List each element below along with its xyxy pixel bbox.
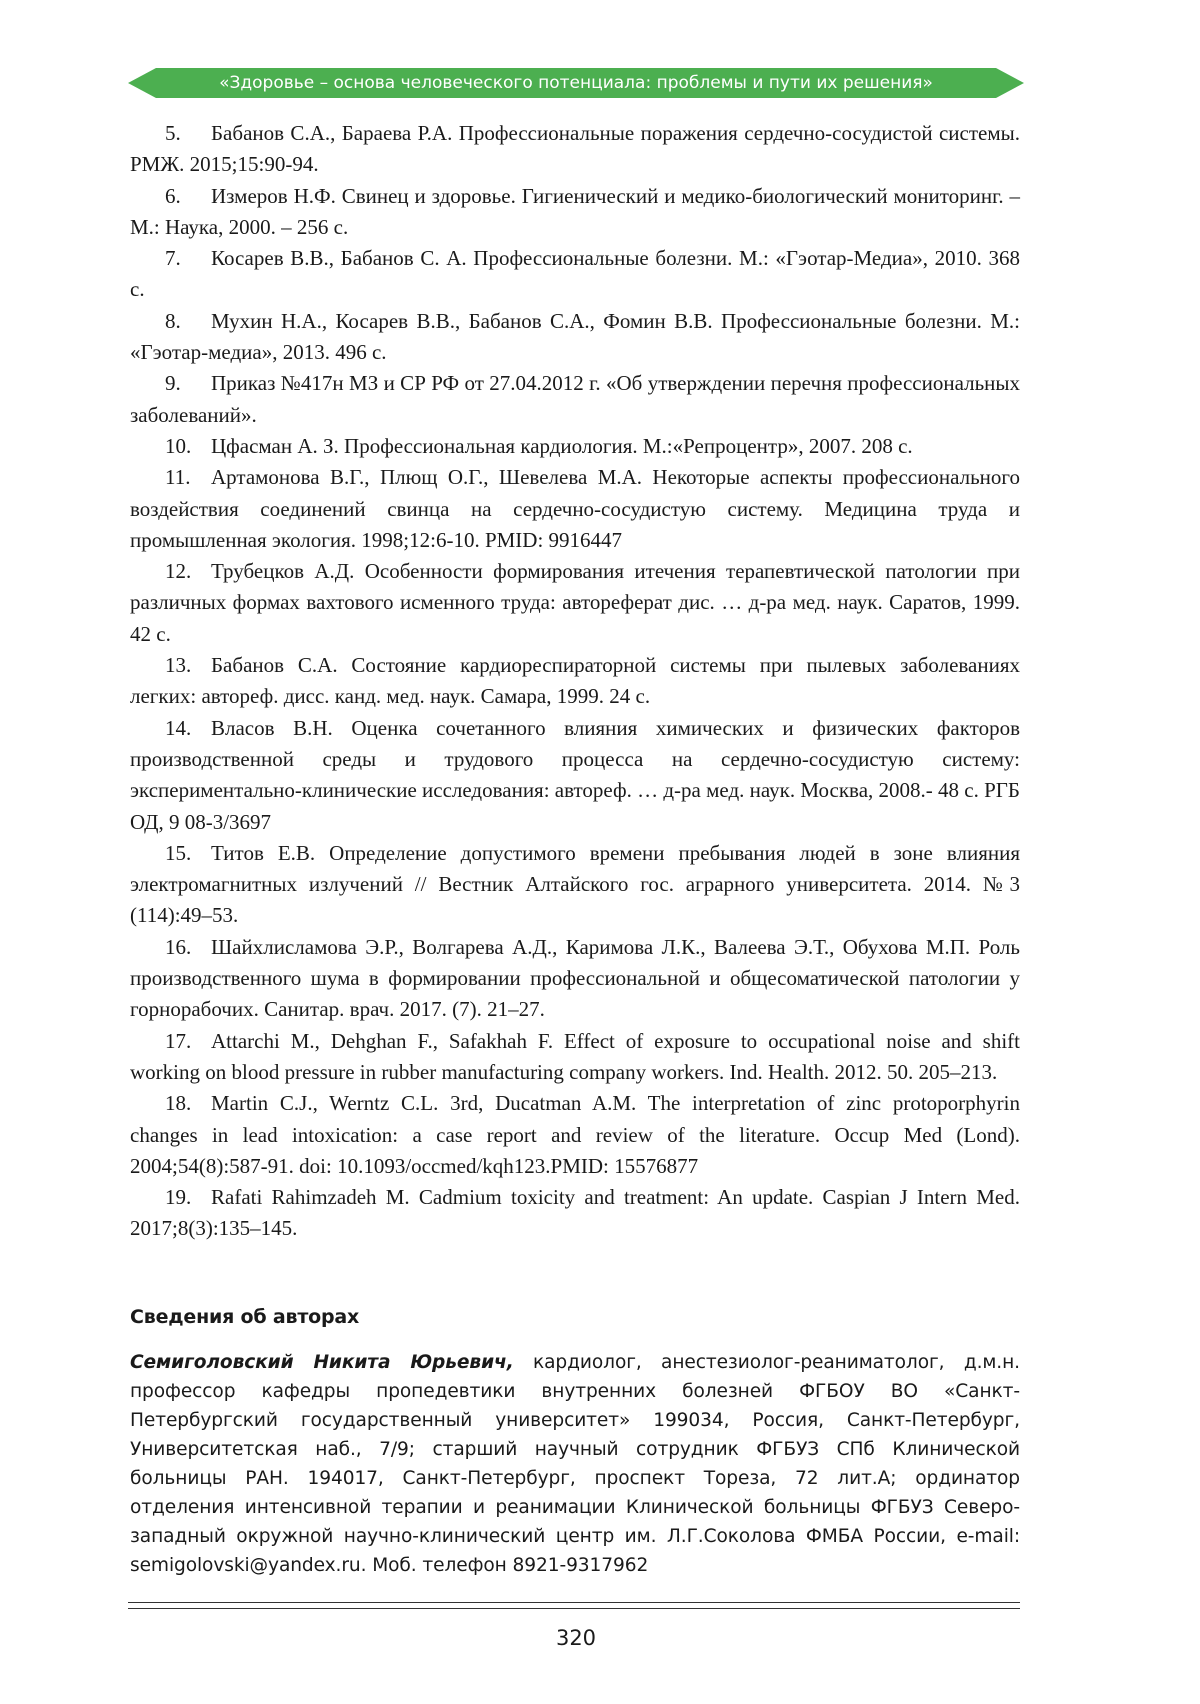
banner-title: «Здоровье – основа человеческого потенциала: проблемы и пути их решения»	[128, 68, 1024, 98]
reference-number: 6.	[165, 181, 211, 212]
reference-item	[130, 650, 1020, 713]
reference-item	[130, 181, 1020, 244]
reference-number: 8.	[165, 306, 211, 337]
reference-text: Attarchi M., Dehghan F., Safakhah F. Effect of exposure to occupational noise and shift working on blood pressure in rubber manufacturing company workers. Ind. Health. 2012. 50. 205–213.	[130, 1029, 1020, 1084]
reference-number: 12.	[165, 556, 211, 587]
reference-text: Измеров Н.Ф. Свинец и здоровье. Гигиенический и медико-биологический мониторинг. – М.: Наука, 2000. – 256 с.	[130, 184, 1020, 239]
reference-text: Цфасман А. З. Профессиональная кардиология. М.:«Репроцентр», 2007. 208 с.	[211, 434, 913, 458]
reference-text: Мухин Н.А., Косарев В.В., Бабанов С.А., Фомин В.В. Профессиональные болезни. М.: «Гэотар-медиа», 2013. 496 с.	[130, 309, 1020, 364]
reference-item	[130, 306, 1020, 369]
reference-number: 19.	[165, 1182, 211, 1213]
reference-number: 17.	[165, 1026, 211, 1057]
reference-item	[130, 368, 1020, 431]
reference-number: 7.	[165, 243, 211, 274]
reference-number: 13.	[165, 650, 211, 681]
reference-item	[130, 431, 1020, 462]
reference-number: 11.	[165, 462, 211, 493]
reference-item	[130, 462, 1020, 556]
reference-item	[130, 556, 1020, 650]
reference-text: Rafati Rahimzadeh M. Cadmium toxicity and treatment: An update. Caspian J Intern Med. 2017;8(3):135–145.	[130, 1185, 1020, 1240]
footer-rule-top	[128, 1602, 1020, 1603]
author-name: Семиголовский Никита Юрьевич,	[130, 1352, 514, 1373]
reference-text: Бабанов С.А., Бараева Р.А. Профессиональные поражения сердечно-сосудистой системы. РМЖ. 2015;15:90-94.	[130, 121, 1020, 176]
reference-number: 16.	[165, 932, 211, 963]
reference-number: 14.	[165, 713, 211, 744]
reference-item	[130, 932, 1020, 1026]
reference-number: 10.	[165, 431, 211, 462]
reference-text: Martin C.J., Werntz C.L. 3rd, Ducatman A.M. The interpretation of zinc protoporphyrin changes in lead intoxication: a case report and review of the literature. Occup Med (Lond). 2004;54(8):587-91. doi: 10.1093/occmed/kqh123.PMID: 15576877	[130, 1091, 1020, 1178]
reference-item	[130, 713, 1020, 838]
reference-text: Артамонова В.Г., Плющ О.Г., Шевелева М.А. Некоторые аспекты профессионального воздействия соединений свинца на сердечно-сосудистую систему. Медицина труда и промышленная экология. 1998;12:6-10. PMID: 9916447	[130, 465, 1020, 552]
page-number: 320	[0, 1626, 1152, 1650]
author-bio	[130, 1348, 1020, 1580]
reference-number: 5.	[165, 118, 211, 149]
reference-number: 18.	[165, 1088, 211, 1119]
reference-number: 15.	[165, 838, 211, 869]
author-details: кардиолог, анестезиолог-реаниматолог, д.м.н. профессор кафедры пропедевтики внутренних болезней ФГБОУ ВО «Санкт-Петербургский государственный университет» 199034, Россия, Санкт-Петербург, Университетская наб., 7/9; старший научный сотрудник ФГБУЗ СПб Клинической больницы РАН. 194017, Санкт-Петербург, проспект Тореза, 72 лит.А; ординатор отделения интенсивной терапии и реанимации Клинической больницы ФГБУЗ Северо-западный окружной научно-клинический центр им. Л.Г.Соколова ФМБА России, e-mail: semigolovski@yandex.ru. Моб. телефон 8921-9317962	[130, 1352, 1020, 1576]
reference-text: Трубецков А.Д. Особенности формирования итечения терапевтической патологии при различных формах вахтового исменного труда: автореферат дис. … д-ра мед. наук. Саратов, 1999. 42 с.	[130, 559, 1020, 646]
reference-text: Власов В.Н. Оценка сочетанного влияния химических и физических факторов производственной среды и трудового процесса на сердечно-сосудистую систему: экспериментально-клинические исследования: автореф. … д-ра мед. наук. Москва, 2008.- 48 с. РГБ ОД, 9 08-3/3697	[130, 716, 1020, 834]
reference-text: Шайхлисламова Э.Р., Волгарева А.Д., Каримова Л.К., Валеева Э.Т., Обухова М.П. Роль производственного шума в формировании профессиональной и общесоматической патологии у горнорабочих. Санитар. врач. 2017. (7). 21–27.	[130, 935, 1020, 1022]
reference-text: Косарев В.В., Бабанов С. А. Профессиональные болезни. М.: «Гэотар-Медиа», 2010. 368 с.	[130, 246, 1020, 301]
reference-text: Приказ №417н МЗ и СР РФ от 27.04.2012 г. «Об утверждении перечня профессиональных заболеваний».	[130, 371, 1020, 426]
reference-item	[130, 1088, 1020, 1182]
reference-item	[130, 243, 1020, 306]
reference-item	[130, 118, 1020, 181]
authors-heading: Сведения об авторах	[130, 1306, 359, 1328]
reference-text: Титов Е.В. Определение допустимого времени пребывания людей в зоне влияния электромагнитных излучений // Вестник Алтайского гос. аграрного университета. 2014. №3 (114):49–53.	[130, 841, 1020, 928]
reference-list	[130, 118, 1020, 1245]
reference-number: 9.	[165, 368, 211, 399]
reference-item	[130, 838, 1020, 932]
reference-item	[130, 1026, 1020, 1089]
reference-text: Бабанов С.А. Состояние кардиореспираторной системы при пылевых заболеваниях легких: автореф. дисс. канд. мед. наук. Самара, 1999. 24 с.	[130, 653, 1020, 708]
header-banner	[128, 68, 1024, 98]
reference-item	[130, 1182, 1020, 1245]
footer-rule-bottom	[128, 1608, 1020, 1609]
